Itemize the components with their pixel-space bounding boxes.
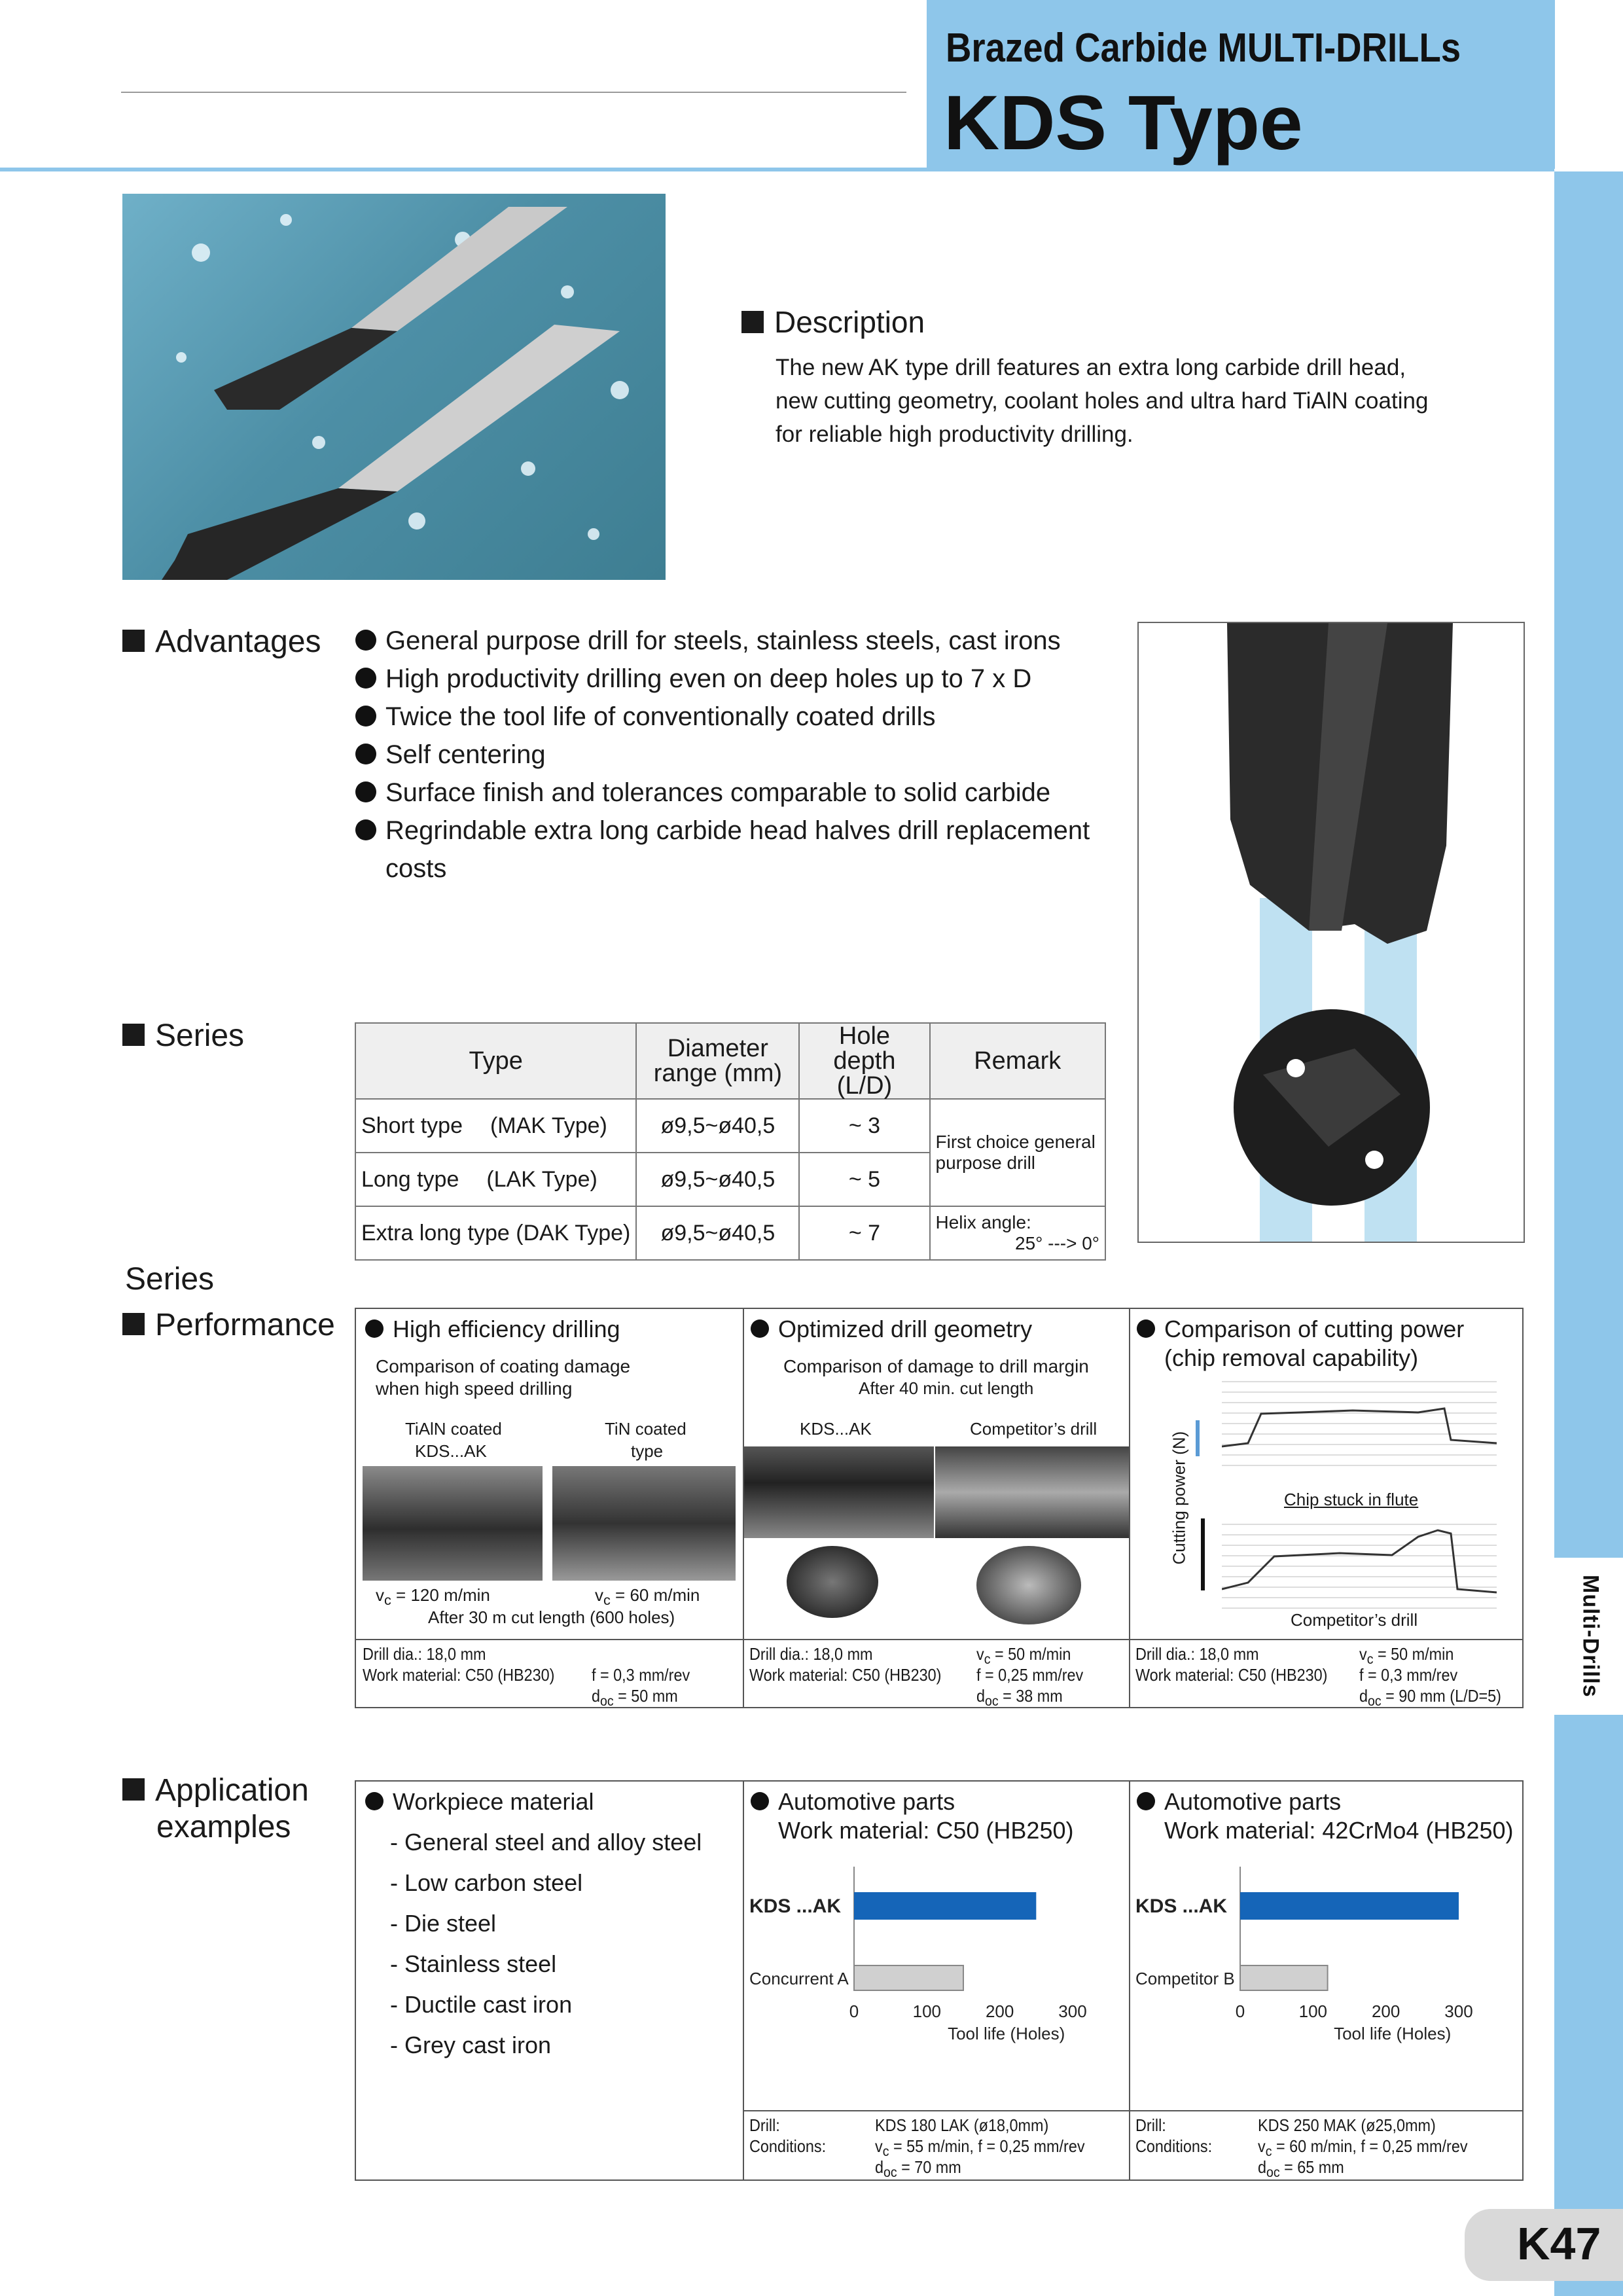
conditions-label: Conditions: — [749, 2136, 827, 2156]
condition-work: Work material: C50 (HB230) — [1135, 1665, 1328, 1685]
drill-value: KDS 250 MAK (ø25,0mm) — [1258, 2115, 1436, 2135]
performance-panel-coating — [355, 1308, 744, 1708]
image-label: TiN coated — [605, 1419, 687, 1439]
conditions-doc: $d_{oc} = 70$ mm — [875, 2157, 961, 2181]
bar — [854, 1892, 1036, 1920]
page-title: KDS Type — [944, 80, 1303, 166]
panel-subtitle: when high speed drilling — [376, 1378, 573, 1399]
category-label: KDS ...AK — [749, 1895, 842, 1917]
col-diameter: Diameter range (mm) — [636, 1023, 799, 1099]
cell-diameter: ø9,5~ø40,5 — [636, 1206, 799, 1260]
panel-title: High efficiency drilling — [365, 1316, 620, 1343]
divider — [744, 2110, 1129, 2111]
tick-label: 100 — [912, 2001, 942, 2021]
application-heading: Application examples — [122, 1772, 309, 1846]
header-divider — [0, 168, 1554, 171]
col-remark: Remark — [930, 1023, 1106, 1099]
panel-subtitle: Comparison of coating damage — [376, 1356, 631, 1376]
list-item: - General steel and alloy steel — [390, 1829, 702, 1856]
panel-title: Automotive parts — [751, 1788, 955, 1816]
tick-label: 300 — [1058, 2001, 1087, 2021]
header-rule — [121, 92, 906, 93]
drill-value: KDS 180 LAK (ø18,0mm) — [875, 2115, 1049, 2135]
list-item: High productivity drilling even on deep holes up to 7 x D — [355, 660, 1090, 698]
kds-power-trace — [1222, 1374, 1497, 1466]
series-heading: Series — [122, 1018, 244, 1054]
bar — [854, 1965, 963, 1990]
performance-panel-cutting-power — [1129, 1308, 1524, 1708]
vc-right: $v_c = 60$ m/min — [595, 1585, 700, 1609]
conditions-vc: $v_c = 55$ m/min, f = 0,25 mm/rev — [875, 2136, 1085, 2160]
cell-depth: ~ 7 — [799, 1206, 929, 1260]
panel-title: Comparison of cutting power — [1137, 1316, 1464, 1343]
list-item: Regrindable extra long carbide head halves drill replacement — [355, 812, 1090, 850]
list-item: Surface finish and tolerances comparable to solid carbide — [355, 774, 1090, 812]
cell-remark: Helix angle: 25° ---> 0° — [930, 1206, 1106, 1260]
kds-margin-photo — [744, 1446, 934, 1538]
category-label: Competitor B — [1135, 1969, 1235, 1988]
list-item: - Grey cast iron — [390, 2032, 552, 2058]
panel-subtitle: After 40 min. cut length — [859, 1378, 1034, 1398]
application-panel-42crmo4 — [1129, 1780, 1524, 2181]
condition-vc: $v_c = 50$ m/min — [1359, 1644, 1454, 1668]
divider — [356, 1639, 743, 1640]
condition-doc: $d_{oc} = 90$ mm (L/D=5) — [1359, 1686, 1501, 1710]
condition-doc: $d_{oc} = 38$ mm — [976, 1686, 1063, 1710]
tin-coating-photo — [552, 1466, 736, 1581]
panel-title: Automotive parts — [1137, 1788, 1341, 1816]
image-label: KDS...AK — [415, 1441, 487, 1461]
cell-type: Short type (MAK Type) — [355, 1099, 636, 1153]
up-arrow-icon — [1196, 1420, 1200, 1456]
x-axis-label: Tool life (Holes) — [948, 2024, 1065, 2043]
list-item: - Stainless steel — [390, 1950, 557, 1977]
cell-diameter: ø9,5~ø40,5 — [636, 1099, 799, 1153]
competitor-power-trace — [1222, 1517, 1497, 1609]
tick-label: 0 — [1235, 2001, 1245, 2021]
description-heading: Description — [741, 304, 925, 340]
condition-feed: f = 0,25 mm/rev — [976, 1665, 1084, 1685]
x-axis-label: Tool life (Holes) — [1334, 2024, 1452, 2043]
condition-work: Work material: C50 (HB230) — [363, 1665, 555, 1685]
cell-type: Extra long type (DAK Type) — [355, 1206, 636, 1260]
condition-vc: $v_c = 50$ m/min — [976, 1644, 1071, 1668]
image-label: KDS...AK — [800, 1419, 872, 1439]
y-axis-label: Cutting power (N) — [1169, 1431, 1189, 1565]
cut-length-note: After 30 m cut length (600 holes) — [428, 1607, 675, 1627]
series-table — [355, 1022, 1106, 1261]
condition-feed: f = 0,3 mm/rev — [1359, 1665, 1458, 1685]
list-item: Self centering — [355, 736, 1090, 774]
table-header — [355, 1023, 1105, 1099]
image-label: TiAlN coated — [405, 1419, 502, 1439]
side-band — [1554, 171, 1623, 2296]
table-row — [355, 1206, 1105, 1260]
condition-drill: Drill dia.: 18,0 mm — [363, 1644, 486, 1664]
divider — [744, 1639, 1129, 1640]
category-label: Concurrent A — [749, 1969, 849, 1988]
panel-subtitle: Comparison of damage to drill margin — [783, 1356, 1089, 1376]
tick-label: 200 — [1371, 2001, 1400, 2021]
list-item: - Ductile cast iron — [390, 1991, 573, 2018]
panel-title-line2: (chip removal capability) — [1164, 1344, 1419, 1371]
bar — [1240, 1892, 1459, 1920]
drill-label: Drill: — [749, 2115, 780, 2135]
panel-title: Optimized drill geometry — [751, 1316, 1032, 1343]
tick-label: 200 — [985, 2001, 1014, 2021]
divider — [1130, 1639, 1522, 1640]
panel-title: Workpiece material — [365, 1788, 594, 1816]
condition-work: Work material: C50 (HB230) — [749, 1665, 942, 1685]
kds-magnified-photo — [787, 1546, 878, 1618]
drill-photo — [122, 194, 666, 580]
tick-label: 300 — [1444, 2001, 1473, 2021]
cell-remark: First choice general purpose drill — [930, 1099, 1106, 1206]
work-material: Work material: 42CrMo4 (HB250) — [1164, 1817, 1514, 1844]
page-number: K47 — [1517, 2218, 1601, 2269]
description-text — [776, 351, 1515, 451]
condition-doc: $d_{oc} = 50$ mm — [592, 1686, 678, 1710]
tool-life-chart — [1130, 1854, 1522, 2043]
condition-drill: Drill dia.: 18,0 mm — [1135, 1644, 1259, 1664]
list-item: - Low carbon steel — [390, 1869, 583, 1896]
performance-heading: Series Performance — [122, 1257, 335, 1348]
bar — [1240, 1965, 1328, 1990]
list-item: - Die steel — [390, 1910, 497, 1937]
advantages-heading: Advantages — [122, 624, 321, 660]
conditions-label: Conditions: — [1135, 2136, 1213, 2156]
col-type: Type — [355, 1023, 636, 1099]
image-label: Competitor’s drill — [970, 1419, 1097, 1439]
drill-label: Drill: — [1135, 2115, 1166, 2135]
conditions-vc: $v_c = 60$ m/min, f = 0,25 mm/rev — [1258, 2136, 1468, 2160]
description-line: for reliable high productivity drilling. — [776, 422, 1133, 447]
side-tab-label: Multi-Drills — [1578, 1575, 1603, 1698]
divider — [1130, 2110, 1522, 2111]
advantages-list — [355, 622, 1090, 888]
conditions-doc: $d_{oc} = 65$ mm — [1258, 2157, 1344, 2181]
tick-label: 100 — [1298, 2001, 1328, 2021]
drill-tip-photo — [1137, 622, 1525, 1243]
condition-feed: f = 0,3 mm/rev — [592, 1665, 690, 1685]
cell-depth: ~ 3 — [799, 1099, 929, 1153]
list-item: General purpose drill for steels, stainless steels, cast irons — [355, 622, 1090, 660]
competitor-magnified-photo — [976, 1546, 1081, 1624]
performance-panel-geometry — [743, 1308, 1130, 1708]
application-panel-workpiece — [355, 1780, 744, 2181]
tick-label: 0 — [849, 2001, 859, 2021]
table-row — [355, 1099, 1105, 1153]
description-line: The new AK type drill features an extra long carbide drill head, — [776, 355, 1406, 380]
trace-annotation: Chip stuck in flute — [1284, 1490, 1419, 1509]
work-material: Work material: C50 (HB250) — [778, 1817, 1074, 1844]
tialn-coating-photo — [363, 1466, 543, 1581]
cell-type: Long type (LAK Type) — [355, 1153, 636, 1206]
category-label: KDS ...AK — [1135, 1895, 1228, 1917]
up-arrow-icon — [1201, 1518, 1205, 1590]
list-item: costs — [385, 854, 447, 883]
list-item: Twice the tool life of conventionally coated drills — [355, 698, 1090, 736]
condition-drill: Drill dia.: 18,0 mm — [749, 1644, 873, 1664]
col-hole-depth: Hole depth (L/D) — [799, 1023, 929, 1099]
cell-diameter: ø9,5~ø40,5 — [636, 1153, 799, 1206]
trace-label: Competitor’s drill — [1291, 1610, 1418, 1630]
image-label: type — [631, 1441, 664, 1461]
description-line: new cutting geometry, coolant holes and ultra hard TiAlN coating — [776, 388, 1429, 414]
tool-life-chart — [744, 1854, 1129, 2043]
vc-left: $v_c = 120$ m/min — [376, 1585, 490, 1609]
cell-depth: ~ 5 — [799, 1153, 929, 1206]
competitor-margin-photo — [935, 1446, 1130, 1538]
application-panel-c50 — [743, 1780, 1130, 2181]
page-subtitle: Brazed Carbide MULTI-DRILLs — [946, 26, 1461, 71]
